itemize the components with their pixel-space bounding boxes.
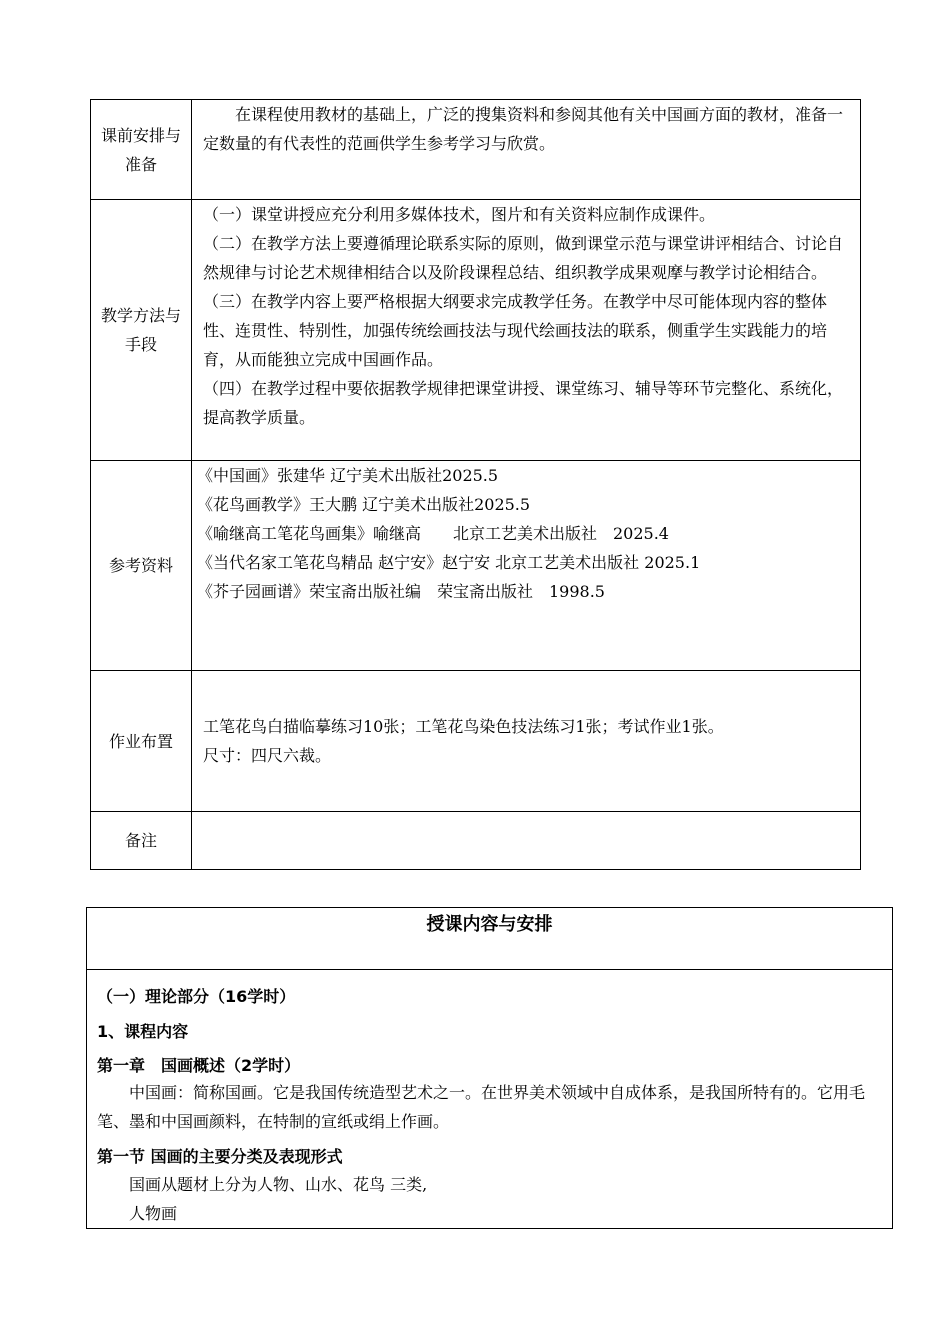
- row-label: 教学方法与手段: [91, 200, 192, 461]
- method-item: （二）在教学方法上要遵循理论联系实际的原则，做到课堂示范与课堂讲评相结合、讨论自然规律与讨论艺术规律相结合以及阶段课程总结、组织教学成果观摩与教学讨论相结合。: [203, 234, 844, 282]
- reference-item: 《芥子园画谱》荣宝斋出版社编 荣宝斋出版社 1998.5: [197, 582, 605, 601]
- subheading: 1、课程内容: [97, 1022, 189, 1041]
- chapter-title: 第一章 国画概述（2学时）: [97, 1056, 301, 1075]
- section-title: 第一节 国画的主要分类及表现形式: [97, 1147, 343, 1166]
- row-content: [192, 461, 861, 671]
- notes-content: [192, 812, 861, 870]
- row-label: 参考资料: [91, 461, 192, 671]
- method-item: （三）在教学内容上要严格根据大纲要求完成教学任务。在教学中尽可能体现内容的整体性、连贯性、特别性，加强传统绘画技法与现代绘画技法的联系，侧重学生实践能力的培育，从而能独立完成中国画作品。: [203, 292, 828, 369]
- schedule-body: [87, 970, 892, 1228]
- section-heading: （一）理论部分（16学时）: [97, 987, 296, 1006]
- row-preparation: [91, 100, 861, 200]
- row-label: 课前安排与准备: [91, 100, 192, 200]
- size-text: 尺寸：四尺六裁。: [203, 746, 332, 765]
- row-references: [91, 461, 861, 671]
- row-content: [192, 100, 861, 200]
- section-line: 人物画: [129, 1204, 178, 1223]
- row-teaching-methods: [91, 200, 861, 461]
- reference-item: 《喻继高工笔花鸟画集》喻继高 北京工艺美术出版社 2025.4: [197, 524, 669, 543]
- row-content: [192, 671, 861, 812]
- reference-item: 《中国画》张建华 辽宁美术出版社2025.5: [197, 466, 499, 485]
- section-line: 国画从题材上分为人物、山水、花鸟 三类,: [129, 1175, 428, 1194]
- reference-item: 《花鸟画教学》王大鹏 辽宁美术出版社2025.5: [197, 495, 531, 514]
- row-label: 作业布置: [91, 671, 192, 812]
- assignment-text: 工笔花鸟白描临摹练习10张；工笔花鸟染色技法练习1张；考试作业1张。: [203, 717, 724, 736]
- method-item: （四）在教学过程中要依据教学规律把课堂讲授、课堂练习、辅导等环节完整化、系统化，提高教学质量。: [203, 379, 844, 427]
- row-assignments: [91, 671, 861, 812]
- schedule-title: 授课内容与安排: [87, 908, 892, 970]
- reference-item: 《当代名家工笔花鸟精品 赵宁安》赵宁安 北京工艺美术出版社 2025.1: [197, 553, 701, 572]
- schedule-table: [86, 907, 893, 1229]
- row-label: 备注: [91, 812, 192, 870]
- row-content: [192, 200, 861, 461]
- method-item: （一）课堂讲授应充分利用多媒体技术，图片和有关资料应制作成课件。: [203, 205, 716, 224]
- preparation-text: 在课程使用教材的基础上，广泛的搜集资料和参阅其他有关中国画方面的教材，准备一定数量的有代表性的范画供学生参考学习与欣赏。: [203, 105, 844, 153]
- course-info-table: [90, 99, 861, 870]
- row-notes: [91, 812, 861, 870]
- chapter-text: 中国画：简称国画。它是我国传统造型艺术之一。在世界美术领域中自成体系，是我国所特有的。它用毛笔、墨和中国画颜料，在特制的宣纸或绢上作画。: [97, 1083, 866, 1131]
